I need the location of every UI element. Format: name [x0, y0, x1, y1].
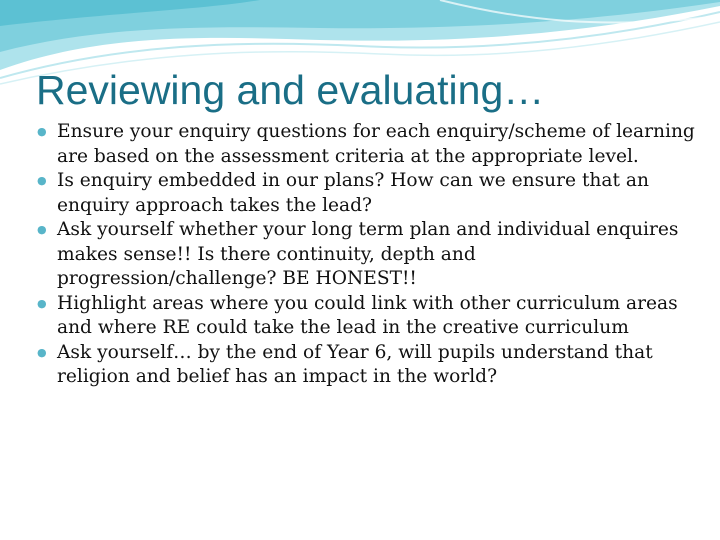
- bullet-list: [36, 120, 696, 390]
- bullet-item: [36, 218, 696, 292]
- bullet-item: [36, 341, 696, 390]
- slide-title: Reviewing and evaluating…: [36, 67, 545, 113]
- bullet-dot-icon: ●: [37, 125, 47, 138]
- bullet-dot-icon: ●: [37, 345, 47, 359]
- bullet-item: [36, 169, 696, 218]
- bullet-text: Ask yourself whether your long term plan and individual enquires makes sense!! Is there continuity, depth and progression/challenge? BE HONEST!!: [57, 219, 679, 289]
- bullet-text: Ask yourself… by the end of Year 6, will pupils understand that religion and belief has an impact in the world?: [57, 341, 653, 387]
- bullet-text: Ensure your enquiry questions for each enquiry/scheme of learning are based on the assessment criteria at the appropriate level.: [57, 121, 695, 167]
- bullet-item: [36, 120, 696, 169]
- bullet-dot-icon: ●: [37, 174, 47, 187]
- bullet-item: [36, 292, 696, 341]
- bullet-text: Is enquiry embedded in our plans? How can we ensure that an enquiry approach takes the lead?: [57, 170, 649, 216]
- bullet-text: Highlight areas where you could link with other curriculum areas and where RE could take the lead in the creative curriculum: [57, 292, 678, 338]
- bullet-dot-icon: ●: [37, 296, 47, 310]
- bullet-dot-icon: ●: [37, 223, 47, 236]
